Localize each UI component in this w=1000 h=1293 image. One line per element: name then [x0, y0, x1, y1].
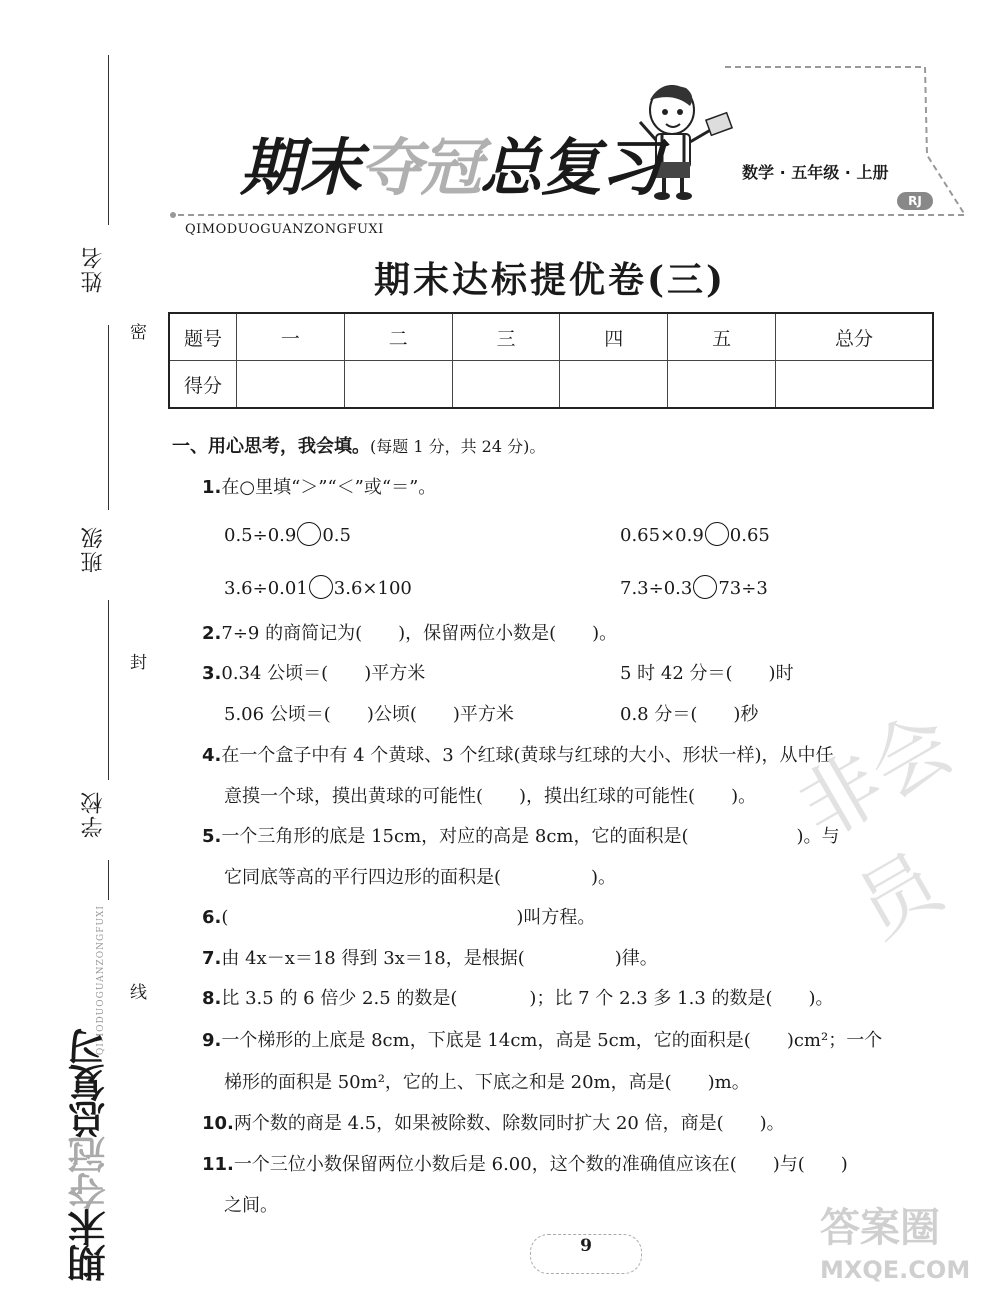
score-input-cell[interactable] [668, 361, 776, 409]
page-title: 期末达标提优卷(三) [373, 259, 727, 301]
question-11: 11.一个三位小数保留两位小数后是 6.00，这个数的准确值应该在( )与( ) [202, 1154, 848, 1175]
answer-circle[interactable] [693, 575, 717, 599]
seal-mi: 密 [130, 323, 147, 343]
subject-label: 数学 · 五年级 · 上册 [742, 163, 889, 182]
question-11-cont: 之间。 [224, 1195, 278, 1216]
watermark-url: MXQE.COM [820, 1256, 971, 1284]
score-cell: 二 [344, 313, 452, 361]
question-1: 1.在○里填“＞”“＜”或“＝”。 [202, 477, 437, 498]
q1-item-c: 3.6÷0.01 3.6×100 [224, 575, 412, 601]
score-cell: 四 [560, 313, 668, 361]
question-6: 6.( )叫方程。 [202, 907, 596, 928]
name-label: 姓名 [81, 245, 106, 293]
question-3d: 0.8 分＝( )秒 [620, 704, 759, 725]
edition-badge: RJ [897, 192, 933, 210]
score-input-cell[interactable] [560, 361, 668, 409]
question-5: 5.一个三角形的底是 15cm，对应的高是 8cm，它的面积是( )。与 [202, 826, 840, 847]
q1-item-b: 0.65×0.9 0.65 [620, 522, 770, 548]
question-2: 2.7÷9 的商简记为( )，保留两位小数是( )。 [202, 623, 618, 644]
score-cell: 总分 [776, 313, 934, 361]
brand-pinyin: QIMODUOGUANZONGFUXI [185, 222, 384, 237]
score-table-header-row [169, 313, 933, 361]
score-input-cell[interactable] [344, 361, 452, 409]
margin-line-2 [108, 325, 109, 510]
q1-item-d: 7.3÷0.3 73÷3 [620, 575, 768, 601]
brand-logo: 期末夺冠总复习 [240, 131, 661, 204]
score-table [168, 312, 934, 409]
question-5-cont: 它同底等高的平行四边形的面积是( )。 [224, 867, 617, 888]
watermark-logo: 答案圈 [820, 1205, 940, 1251]
question-3a: 3.0.34 公顷＝( )平方米 [202, 663, 426, 684]
question-4: 4.在一个盒子中有 4 个黄球、3 个红球(黄球与红球的大小、形状一样)，从中任 [202, 745, 834, 766]
score-cell: 五 [668, 313, 776, 361]
question-10: 10.两个数的商是 4.5，如果被除数、除数同时扩大 20 倍，商是( )。 [202, 1113, 785, 1134]
question-7: 7.由 4x－x＝18 得到 3x＝18，是根据( )律。 [202, 948, 658, 969]
score-input-cell[interactable] [237, 361, 345, 409]
seal-xian: 线 [130, 983, 147, 1003]
question-3c: 5.06 公顷＝( )公顷( )平方米 [224, 704, 514, 725]
answer-circle[interactable] [297, 522, 321, 546]
watermark-text: 非会员 [783, 695, 969, 957]
question-3b: 5 时 42 分＝( )时 [620, 663, 794, 684]
score-cell: 题号 [169, 313, 237, 361]
question-9: 9.一个梯形的上底是 8cm，下底是 14cm，高是 5cm，它的面积是( )cm²；一个 [202, 1030, 883, 1051]
side-brand-logo: 期末夺冠总复习 [68, 1030, 112, 1282]
score-table-score-row [169, 361, 933, 409]
question-9-cont: 梯形的面积是 50m²，它的上、下底之和是 20m，高是( )m。 [224, 1072, 750, 1093]
answer-circle[interactable] [705, 522, 729, 546]
school-label: 学校 [81, 790, 106, 838]
section-heading: 一、用心思考，我会填。(每题 1 分，共 24 分)。 [172, 436, 546, 457]
score-input-cell[interactable] [776, 361, 934, 409]
class-label: 班级 [81, 525, 106, 573]
score-cell: 三 [452, 313, 560, 361]
question-8: 8.比 3.5 的 6 倍少 2.5 的数是( )；比 7 个 2.3 多 1.3 的数是( )。 [202, 988, 834, 1009]
page-number: 9 [530, 1234, 642, 1274]
margin-line-4 [108, 860, 109, 900]
side-pinyin: QIMODUOGUANZONGFUXI [96, 905, 106, 1056]
margin-line-3 [108, 600, 109, 780]
score-input-cell[interactable] [452, 361, 560, 409]
score-row-label: 得分 [169, 361, 237, 409]
answer-circle[interactable] [309, 575, 333, 599]
margin-line-1 [108, 55, 109, 225]
question-4-cont: 意摸一个球，摸出黄球的可能性( )，摸出红球的可能性( )。 [224, 786, 757, 807]
q1-item-a: 0.5÷0.9 0.5 [224, 522, 351, 548]
seal-feng: 封 [130, 653, 147, 673]
score-cell: 一 [237, 313, 345, 361]
